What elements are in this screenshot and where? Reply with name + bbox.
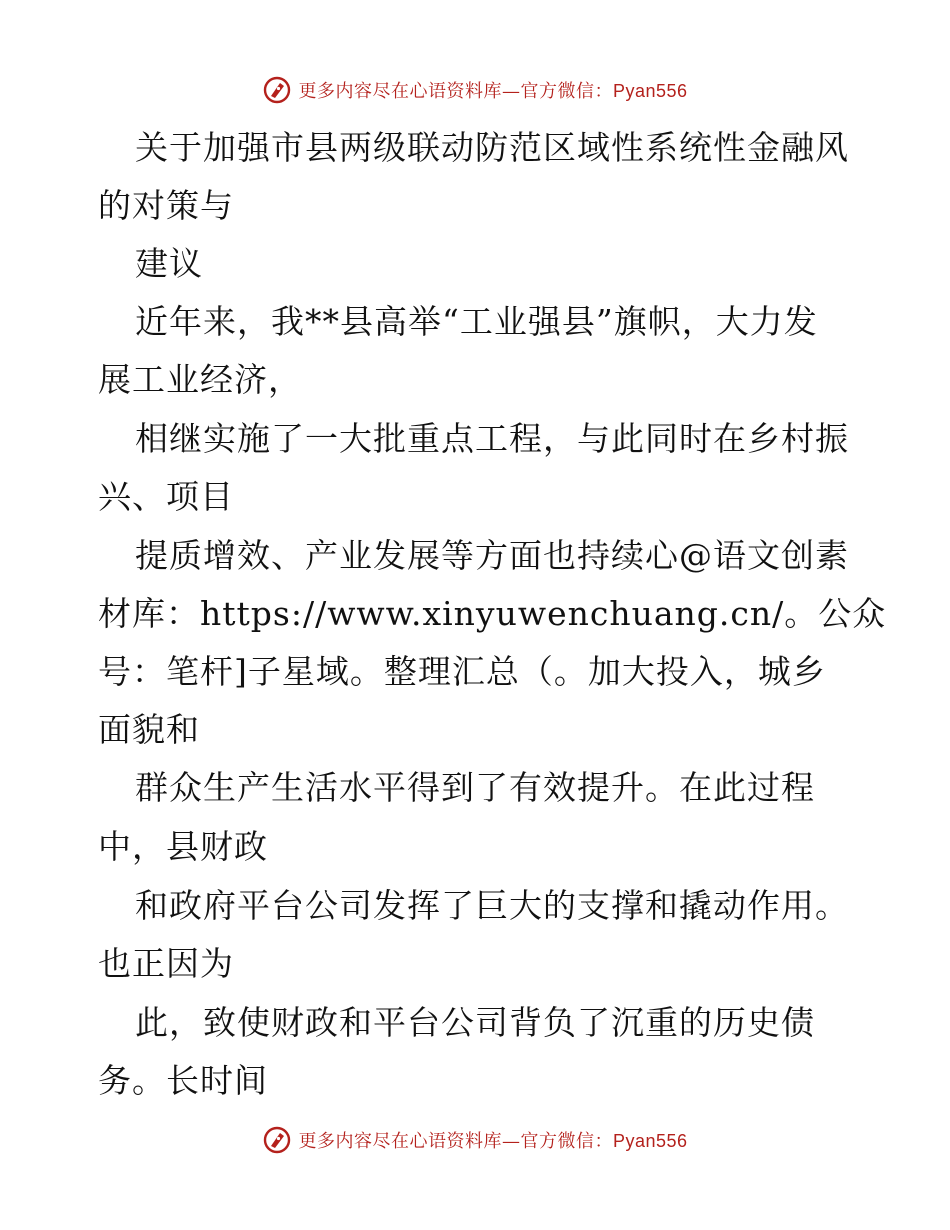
text-line: 群众生产生活水平得到了有效提升。在此过程 xyxy=(135,768,815,807)
text-line: 兴、项目 xyxy=(98,477,234,516)
footer-watermark xyxy=(0,1120,950,1160)
pen-nib-circle-icon xyxy=(262,75,292,105)
text-line: 相继实施了一大批重点工程，与此同时在乡村振 xyxy=(135,419,849,458)
text-line: 材库：https://www.xinyuwenchuang.cn/。公众 xyxy=(98,594,887,633)
text-line: 近年来，我**县高举“工业强县”旗帜，大力发 xyxy=(135,302,818,341)
text-line: 关于加强市县两级联动防范区域性系统性金融风 xyxy=(135,128,849,167)
text-line: 面貌和 xyxy=(98,710,200,749)
watermark-text: 更多内容尽在心语资料库—官方微信：Pyan556 xyxy=(298,81,688,102)
text-line: 展工业经济， xyxy=(98,360,302,399)
text-line: 此，致使财政和平台公司背负了沉重的历史债 xyxy=(135,1003,815,1042)
text-line: 务。长时间 xyxy=(98,1061,268,1100)
header-watermark xyxy=(0,70,950,110)
pen-nib-circle-icon xyxy=(262,1125,292,1155)
text-line: 号：笔杆]子星域。整理汇总（。加大投入，城乡 xyxy=(98,652,826,691)
text-line: 的对策与 xyxy=(98,186,234,225)
text-line: 也正因为 xyxy=(98,944,234,983)
text-line: 提质增效、产业发展等方面也持续心@语文创素 xyxy=(135,536,849,575)
text-line: 和政府平台公司发挥了巨大的支撑和撬动作用。 xyxy=(135,886,849,925)
watermark-text: 更多内容尽在心语资料库—官方微信：Pyan556 xyxy=(298,1131,688,1152)
text-line: 中，县财政 xyxy=(98,827,268,866)
text-line: 建议 xyxy=(135,244,203,283)
